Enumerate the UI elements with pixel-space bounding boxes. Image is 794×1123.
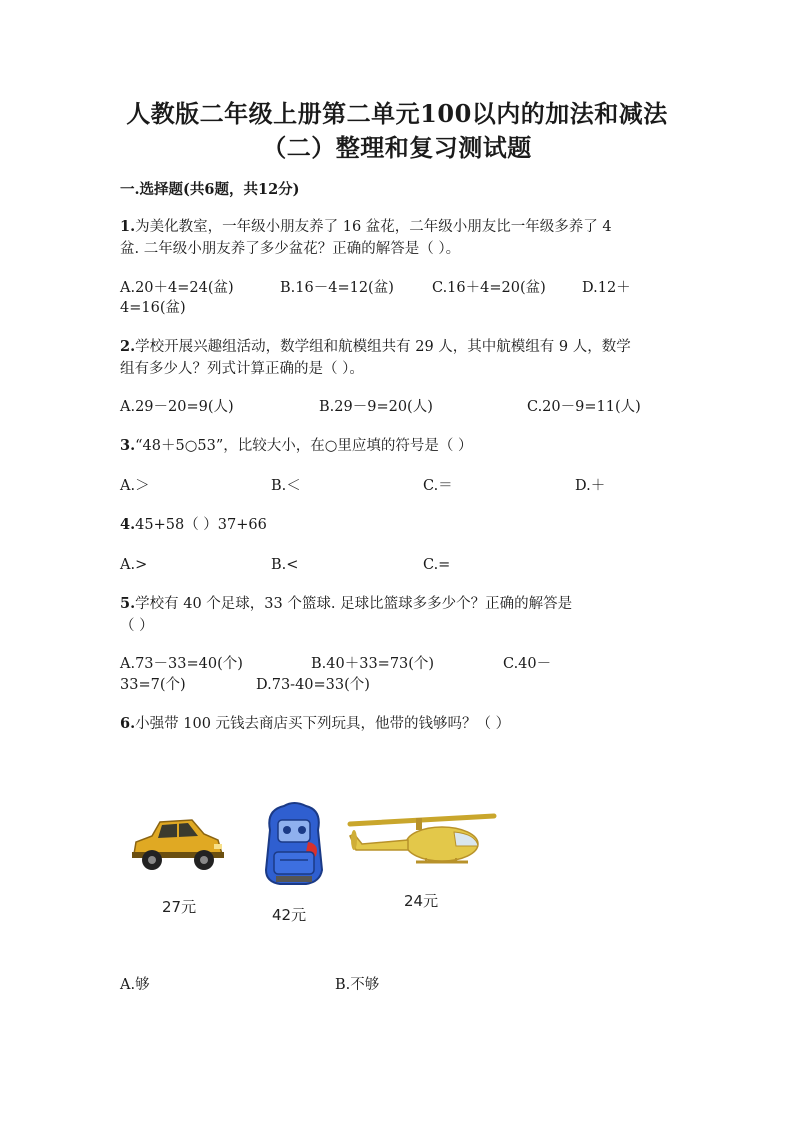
question-number: 5.: [120, 595, 136, 612]
worksheet-title-line-2: （二）整理和复习测试题: [262, 133, 532, 162]
q5-option-a[interactable]: A.73－33=40(个): [120, 656, 243, 672]
question-text: 盆. 二年级小朋友养了多少盆花？正确的解答是（ ）。: [120, 241, 461, 257]
q3-option-d[interactable]: D.＋: [575, 478, 606, 494]
q1-option-d[interactable]: D.12＋: [582, 280, 631, 296]
q5-option-b[interactable]: B.40＋33=73(个): [311, 656, 435, 672]
question-number: 1.: [120, 218, 136, 235]
q2-option-b[interactable]: B.29－9=20(人): [319, 399, 433, 415]
q1-option-d-continued[interactable]: 4=16(盆): [120, 300, 186, 316]
q3-option-a[interactable]: A.＞: [120, 478, 150, 494]
toys-illustration: [120, 792, 508, 932]
question-text: 学校开展兴趣组活动，数学组和航模组共有 29 人，其中航模组有 9 人，数学: [135, 339, 631, 355]
q1-option-a[interactable]: A.20＋4=24(盆): [120, 280, 234, 296]
q3-option-b[interactable]: B.＜: [271, 478, 301, 494]
question-4: [120, 514, 680, 536]
question-number: 4.: [120, 516, 136, 533]
q1-option-b[interactable]: B.16－4=12(盆): [280, 280, 394, 296]
q3-option-c[interactable]: C.＝: [423, 478, 453, 494]
toy-car-price: 27元: [162, 898, 197, 916]
question-text: “48＋5○53”，比较大小，在○里应填的符号是（ ）: [135, 438, 473, 454]
question-text: 学校有 40 个足球，33 个篮球. 足球比篮球多多少个？正确的解答是: [135, 596, 573, 612]
worksheet-title-line-1: 人教版二年级上册第二单元100以内的加法和减法: [126, 99, 668, 128]
question-text: （ ）: [120, 618, 154, 634]
q5-option-d[interactable]: D.73-40=33(个): [256, 677, 370, 693]
q6-option-b[interactable]: B.不够: [335, 977, 380, 993]
q6-option-a[interactable]: A.够: [120, 977, 150, 993]
question-1: [120, 216, 680, 260]
q2-option-a[interactable]: A.29－20=9(人): [120, 399, 234, 415]
question-text: 为美化教室，一年级小朋友养了 16 盆花，二年级小朋友比一年级多养了 4: [135, 219, 612, 235]
question-2: [120, 336, 680, 380]
question-text: 45+58（ ）37+66: [135, 517, 267, 533]
question-number: 6.: [120, 715, 136, 732]
q4-option-c[interactable]: C.=: [423, 557, 451, 573]
q2-option-c[interactable]: C.20－9=11(人): [527, 399, 641, 415]
section-heading: 一.选择题(共6题，共12分): [120, 181, 300, 198]
question-text: 小强带 100 元钱去商店买下列玩具，他带的钱够吗？（ ）: [135, 716, 511, 732]
q4-option-a[interactable]: A.>: [120, 557, 148, 573]
q5-option-c[interactable]: C.40－: [503, 656, 552, 672]
question-3: [120, 435, 680, 457]
q4-option-b[interactable]: B.<: [271, 557, 299, 573]
toy-car-icon: [126, 814, 226, 876]
q1-option-c[interactable]: C.16＋4=20(盆): [432, 280, 546, 296]
helicopter-price: 24元: [404, 892, 439, 910]
question-number: 2.: [120, 338, 136, 355]
question-6: [120, 713, 680, 735]
question-text: 组有多少人？列式计算正确的是（ ）。: [120, 361, 364, 377]
q5-option-c-continued[interactable]: 33=7(个): [120, 677, 186, 693]
question-number: 3.: [120, 437, 136, 454]
helicopter-icon: [346, 810, 506, 876]
robot-backpack-icon: [256, 800, 332, 886]
question-5: [120, 593, 680, 637]
robot-backpack-price: 42元: [272, 906, 307, 924]
